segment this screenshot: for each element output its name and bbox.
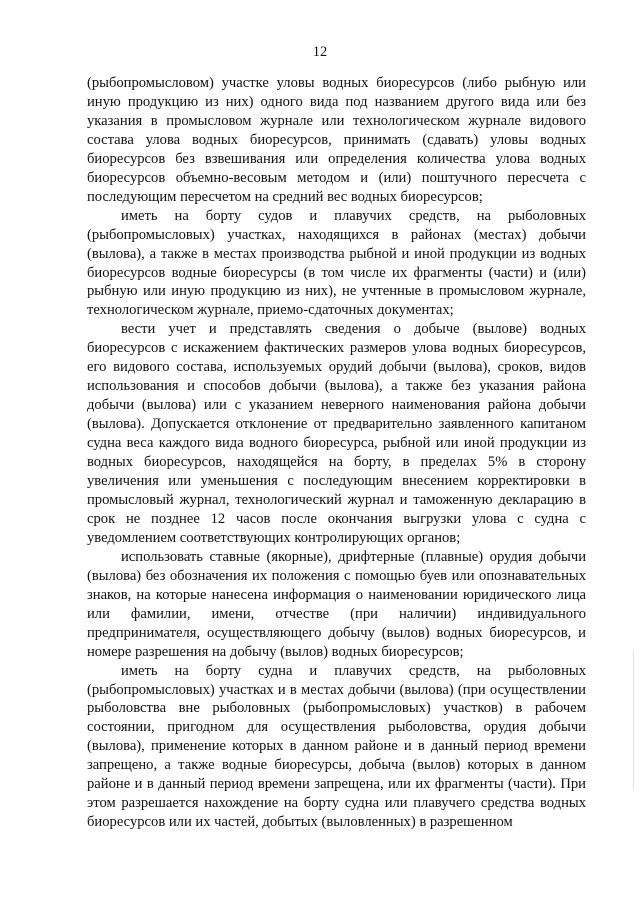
page-number: 12: [312, 44, 328, 60]
document-body: [87, 74, 586, 832]
scan-edge-line: [633, 650, 634, 790]
paragraph-item: вести учет и представлять сведения о добыче (вылове) водных биоресурсов с искажением фактических размеров улова водных биоресурсов, его видового состава, используемых орудий добычи (вылова), сроков, видов использования и способов добычи (вылова), а также без указания района добычи (вылова) или с указанием неверного наименования района добычи (вылова). Допускается отклонение от предварительно заявленного капитаном судна веса каждого вида водного биоресурса, рыбной или иной продукции из водных биоресурсов, находящейся на борту, в пределах 5% в сторону увеличения или уменьшения с последующим внесением корректировки в промысловый журнал, технологический журнал и таможенную декларацию в срок не позднее 12 часов после окончания выгрузки улова с судна с уведомлением соответствующих контролирующих органов;: [87, 321, 586, 546]
paragraph-continuation: (рыбопромысловом) участке уловы водных биоресурсов (либо рыбную или иную продукцию из них) одного вида под названием другого вида или без указания в промысловом журнале или технологическом журнале видового состава улова водных биоресурсов, принимать (сдавать) уловы водных биоресурсов без взвешивания или определения количества улова водных биоресурсов объемно-весовым методом и (или) поштучного пересчета с последующим пересчетом на средний вес водных биоресурсов;: [87, 75, 586, 205]
paragraph-item: иметь на борту судна и плавучих средств, на рыболовных (рыбопромысловых) участках и в местах добычи (вылова) (при осуществлении рыболовства вне рыболовных (рыбопромысловых) участков) в рабочем состоянии, пригодном для осуществления рыболовства, орудия добычи (вылова), применение которых в данном районе и в данный период времени запрещено, а также водные биоресурсы, добыча (вылов) которых в данном районе и в данный период времени запрещена, или их фрагменты (части). При этом разрешается нахождение на борту судна или плавучего средства водных биоресурсов или их частей, добытых (выловленных) в разрешенном: [87, 662, 586, 831]
paragraph-item: использовать ставные (якорные), дрифтерные (плавные) орудия добычи (вылова) без обозначения их положения с помощью буев или опознавательных знаков, на которые нанесена информация о наименовании юридического лица или фамилии, имени, отчестве (при наличии) индивидуального предпринимателя, осуществляющего добычу (вылов) водных биоресурсов, и номере разрешения на добычу (вылов) водных биоресурсов;: [87, 548, 586, 660]
paragraph-item: иметь на борту судов и плавучих средств, на рыболовных (рыбопромысловых) участках, находящихся в районах (местах) добычи (вылова), а также в местах производства рыбной и иной продукции из водных биоресурсов водные биоресурсы (в том числе их фрагменты (части) и (или) рыбную или иную продукцию из них), не учтенные в промысловом журнале, технологическом журнале, приемо-сдаточных документах;: [87, 207, 586, 319]
